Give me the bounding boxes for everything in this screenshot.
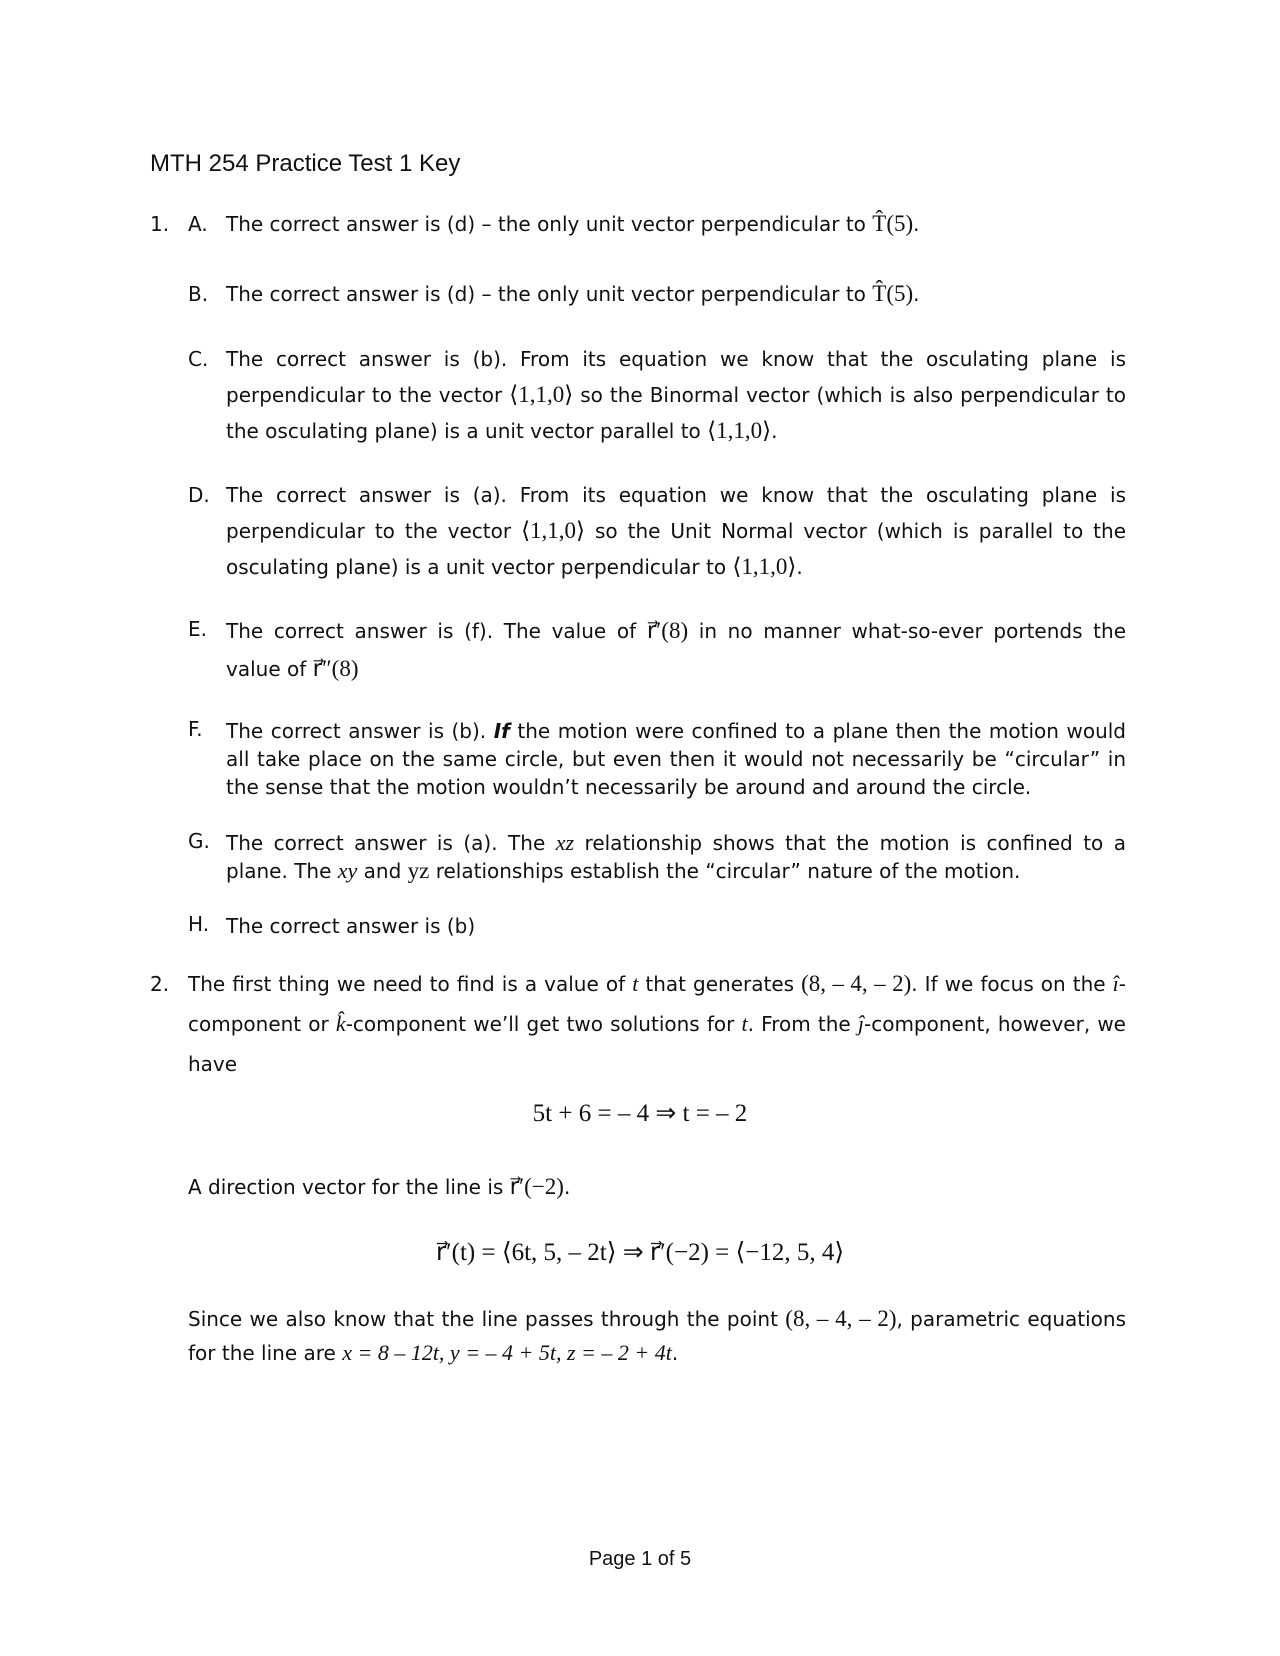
math-vector: ⟨1,1,0⟩: [732, 554, 797, 579]
question-2-number: 2.: [150, 972, 170, 996]
math-that-5: T̂(5): [872, 211, 914, 236]
answer-1e: E. The correct answer is (f). The value of r⃗′(8) in no manner what-so-ever portends the value of r⃗″(8): [188, 617, 1126, 681]
answer-letter: H.: [188, 912, 210, 936]
question-2-intro: The first thing we need to find is a value of t that generates (8, – 4, – 2). If we focus on the î-component or k̂-component we’ll get two solutions for t. From the ĵ-component, however, we have: [188, 971, 1126, 1076]
math-vector: ⟨1,1,0⟩: [509, 382, 574, 407]
answer-1c: C. The correct answer is (b). From its equation we know that the osculating plane is perpendicular to the vector ⟨1,1,0⟩ so the Binormal vector (which is also perpendicular to the osculating plane) is a unit vector parallel to ⟨1,1,0⟩.: [188, 347, 1127, 443]
math-r-prime-neg2: r⃗′(−2): [509, 1174, 564, 1199]
answer-letter: D.: [188, 483, 210, 507]
math-j-hat: ĵ: [857, 1011, 864, 1036]
emphasis-if: If: [493, 719, 510, 743]
answer-1h: H. The correct answer is (b): [188, 912, 476, 938]
answer-1f: F. The correct answer is (b). If the motion were confined to a plane then the motion would all take place on the same circle, but even then it would not necessarily be “circular” in the sense that the motion wouldn’t necessarily be around and around the circle.: [188, 717, 1126, 799]
math-vector: ⟨1,1,0⟩: [707, 418, 772, 443]
answer-letter: G.: [188, 829, 210, 853]
math-r-prime-8: r⃗′(8): [646, 618, 689, 643]
equation-solve-t: 5t + 6 = – 4 ⇒ t = – 2: [532, 1100, 748, 1127]
math-point: (8, – 4, – 2): [785, 1306, 897, 1331]
direction-vector-text: A direction vector for the line is r⃗′(−2).: [188, 1174, 571, 1199]
answer-1g: G. The correct answer is (a). The xz relationship shows that the motion is confined to a plane. The xy and yz relationships establish the “circular” nature of the motion.: [188, 829, 1127, 883]
answer-letter: F.: [188, 717, 203, 741]
math-parametric-equations: x = 8 – 12t, y = – 4 + 5t, z = – 2 + 4t: [342, 1340, 672, 1365]
page-number-footer: Page 1 of 5: [588, 1548, 692, 1570]
math-vector: ⟨1,1,0⟩: [521, 518, 586, 543]
math-point: (8, – 4, – 2): [801, 971, 912, 996]
equation-derivative: r⃗′(t) = ⟨6t, 5, – 2t⟩ ⇒ r⃗′(−2) = ⟨−12, 5, 4⟩: [435, 1239, 845, 1266]
math-k-hat: k̂: [335, 1011, 346, 1036]
answer-letter: B.: [188, 282, 209, 306]
math-i-hat: î: [1112, 971, 1119, 996]
parametric-equations-text: Since we also know that the line passes through the point (8, – 4, – 2), parametric equations for the line are x = 8 – 12t, y = – 4 + 5t, z = – 2 + 4t.: [188, 1306, 1126, 1365]
answer-letter: E.: [188, 617, 207, 641]
math-r-double-prime-8: r⃗″(8): [312, 656, 359, 681]
answer-1d: D. The correct answer is (a). From its equation we know that the osculating plane is perpendicular to the vector ⟨1,1,0⟩ so the Unit Normal vector (which is parallel to the osculating plane) is a unit vector perpendicular to ⟨1,1,0⟩.: [188, 483, 1126, 579]
page-title: MTH 254 Practice Test 1 Key: [150, 150, 461, 177]
answer-1a: A. The correct answer is (d) – the only unit vector perpendicular to T̂(5).: [188, 211, 920, 236]
answer-1b: B. The correct answer is (d) – the only unit vector perpendicular to T̂(5).: [188, 281, 920, 306]
math-that-5: T̂(5): [872, 281, 914, 306]
answer-letter: C.: [188, 347, 209, 371]
question-1-number: 1.: [150, 212, 170, 236]
answer-letter: A.: [188, 212, 208, 236]
